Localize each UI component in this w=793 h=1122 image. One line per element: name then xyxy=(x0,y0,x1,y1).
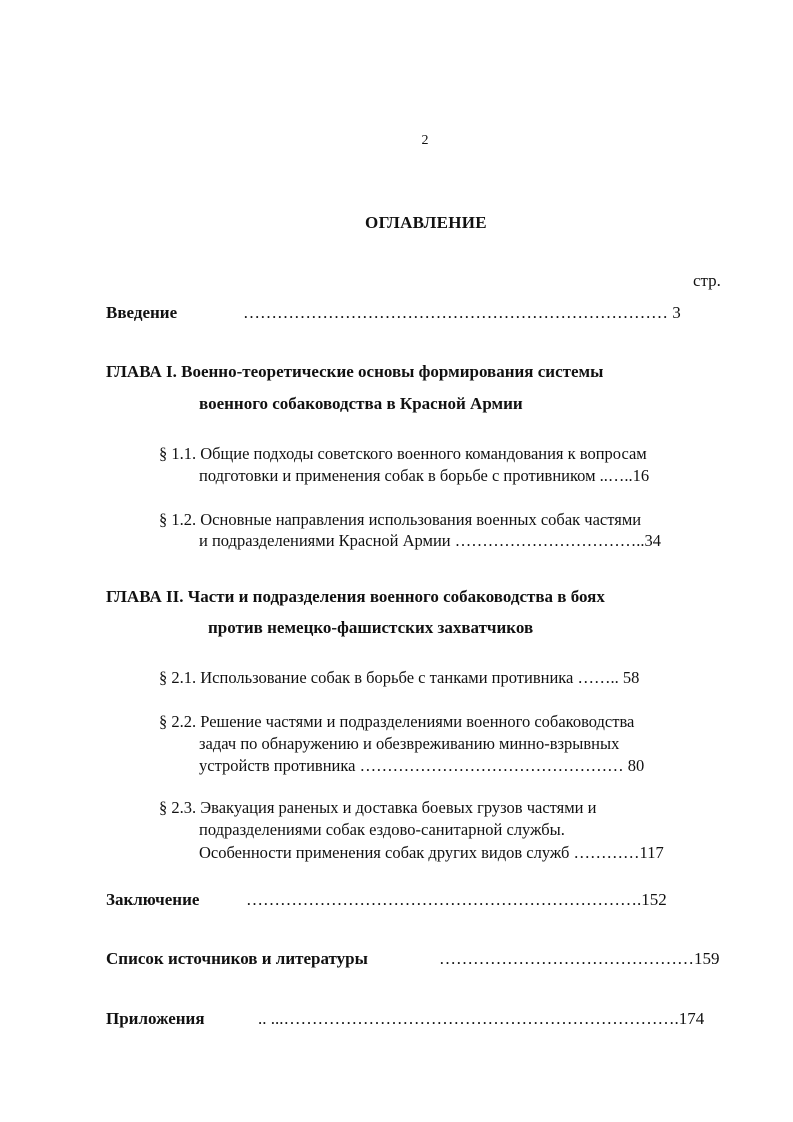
pages-column-label: стр. xyxy=(693,271,721,290)
toc-chapter1-line2: военного собаководства в Красной Армии xyxy=(199,394,523,413)
toc-sources-leader: ………………………………………159 xyxy=(439,949,720,968)
toc-section-2-2-line3: устройств противника ………………………………………… 80 xyxy=(199,756,645,775)
toc-chapter2-line1: ГЛАВА II. Части и подразделения военного собаководства в боях xyxy=(106,587,605,606)
document-title: ОГЛАВЛЕНИЕ xyxy=(365,213,487,232)
toc-section-2-2-line2: задач по обнаружению и обезвреживанию минно-взрывных xyxy=(199,734,620,753)
toc-section-1-2-line1: § 1.2. Основные направления использования военных собак частями xyxy=(159,510,642,529)
toc-chapter1-line1: ГЛАВА I. Военно-теоретические основы формирования системы xyxy=(106,362,604,381)
toc-appendix-label: Приложения xyxy=(106,1009,205,1028)
toc-section-2-3-line2: подразделениями собак ездово-санитарной службы. xyxy=(199,820,565,839)
toc-conclusion-leader: …………………………………………………………….152 xyxy=(246,890,667,909)
toc-appendix-leader: .. ...…………………………………………………………….174 xyxy=(258,1009,705,1028)
toc-conclusion-label: Заключение xyxy=(106,890,200,909)
toc-sources-label: Список источников и литературы xyxy=(106,949,368,968)
toc-section-2-1-line1: § 2.1. Использование собак в борьбе с танками противника …….. 58 xyxy=(159,668,640,687)
toc-intro-leader: ………………………………………………………………… 3 xyxy=(243,303,681,322)
toc-section-1-1-line1: § 1.1. Общие подходы советского военного командования к вопросам xyxy=(159,444,647,463)
toc-section-2-3-line1: § 2.3. Эвакуация раненых и доставка боевых грузов частями и xyxy=(159,798,597,817)
toc-chapter2-line2: против немецко-фашистских захватчиков xyxy=(208,618,534,637)
toc-intro-label: Введение xyxy=(106,303,178,322)
toc-section-1-2-line2: и подразделениями Красной Армии ……………………………..34 xyxy=(199,531,661,550)
toc-section-2-3-line3: Особенности применения собак других видов служб …………117 xyxy=(199,843,664,862)
page-number: 2 xyxy=(421,133,429,148)
toc-section-1-1-line2: подготовки и применения собак в борьбе с противником ..…..16 xyxy=(199,466,650,485)
toc-section-2-2-line1: § 2.2. Решение частями и подразделениями военного собаководства xyxy=(159,712,635,731)
